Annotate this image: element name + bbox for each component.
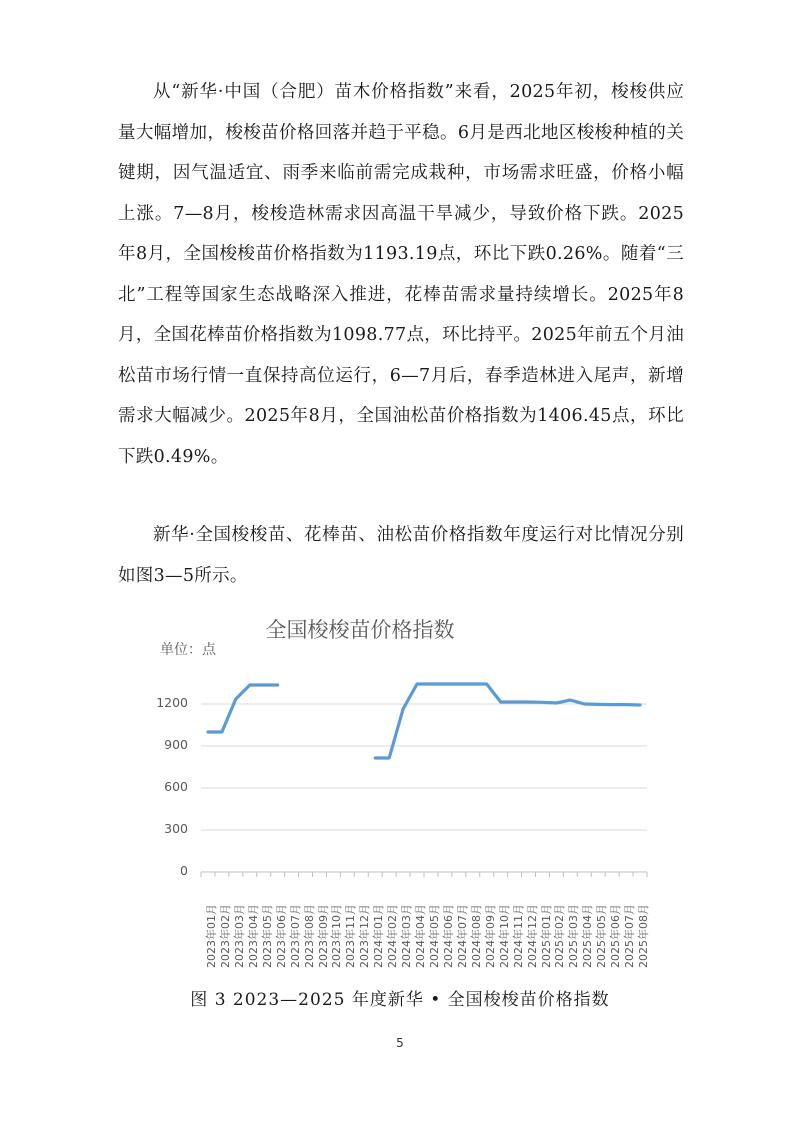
chart-title: 全国梭梭苗价格指数 [265, 618, 455, 642]
y-tick-label: 600 [164, 779, 188, 794]
body-paragraph-2: 新华·全国梭梭苗、花棒苗、油松苗价格指数年度运行对比情况分别如图3—5所示。 [118, 525, 684, 586]
x-tick-label: 2025年06月 [609, 904, 623, 968]
x-tick-label: 2024年11月 [511, 904, 525, 968]
page-number: 5 [396, 1036, 404, 1050]
x-tick-label: 2023年08月 [302, 904, 316, 968]
x-tick-label: 2023年06月 [274, 904, 288, 968]
x-tick-label: 2023年04月 [246, 904, 260, 968]
y-tick-label: 900 [164, 737, 188, 752]
x-tick-label: 2023年11月 [344, 904, 358, 968]
x-tick-label: 2024年02月 [386, 904, 400, 968]
x-tick-label: 2023年05月 [260, 904, 274, 968]
body-paragraph-1: 从“新华·中国（合肥）苗木价格指数”来看，2025年初，梭梭供应量大幅增加，梭梭苗价格回落并趋于平稳。6月是西北地区梭梭种植的关键期，因气温适宜、雨季来临前需完成栽种，市场需求旺盛，价格小幅上涨。7—8月，梭梭造林需求因高温干旱减少，导致价格下跌。2025年8月，全国梭梭苗价格指数为1193.19点，环比下跌0.26%。随着“三北”工程等国家生态战略深入推进，花棒苗需求量持续增长。2025年8月，全国花棒苗价格指数为1098.77点，环比持平。2025年前五个月油松苗市场行情一直保持高位运行，6—7月后，春季造林进入尾声，新增需求大幅减少。2025年8月，全国油松苗价格指数为1406.45点，环比下跌0.49%。 [118, 82, 684, 467]
x-tick-label: 2025年07月 [623, 904, 637, 968]
y-tick-label: 300 [164, 821, 188, 836]
x-tick-label: 2025年02月 [553, 904, 567, 968]
x-tick-label: 2024年08月 [469, 904, 483, 968]
x-tick-label: 2025年01月 [539, 904, 553, 968]
x-tick-label: 2023年09月 [316, 904, 330, 968]
x-tick-label: 2023年03月 [232, 904, 246, 968]
x-tick-label: 2023年10月 [330, 904, 344, 968]
x-tick-label: 2024年06月 [441, 904, 455, 968]
figure-caption: 图 3 2023—2025 年度新华 • 全国梭梭苗价格指数 [190, 990, 610, 1010]
x-tick-label: 2024年04月 [414, 904, 428, 968]
x-tick-label: 2024年10月 [497, 904, 511, 968]
x-tick-label: 2023年01月 [205, 904, 218, 968]
series-line [208, 685, 278, 732]
x-tick-label: 2025年08月 [637, 904, 651, 968]
x-tick-label: 2025年04月 [581, 904, 595, 968]
chart-unit-label: 单位：点 [160, 642, 216, 658]
x-tick-label: 2024年05月 [428, 904, 441, 968]
x-tick-label: 2024年12月 [525, 904, 539, 968]
x-tick-label: 2023年07月 [288, 904, 302, 968]
y-tick-label: 0 [180, 863, 188, 878]
x-tick-label: 2024年09月 [483, 904, 497, 968]
x-tick-label: 2025年05月 [595, 904, 609, 968]
x-tick-label: 2024年01月 [372, 904, 386, 968]
y-tick-label: 1200 [156, 695, 188, 710]
series-line [375, 684, 640, 758]
x-tick-label: 2023年02月 [218, 904, 232, 968]
x-tick-label: 2025年03月 [567, 904, 581, 968]
x-tick-label: 2023年12月 [358, 904, 372, 968]
x-tick-label: 2024年03月 [400, 904, 414, 968]
x-tick-label: 2024年07月 [455, 904, 469, 968]
x-axis-labels [201, 880, 651, 970]
